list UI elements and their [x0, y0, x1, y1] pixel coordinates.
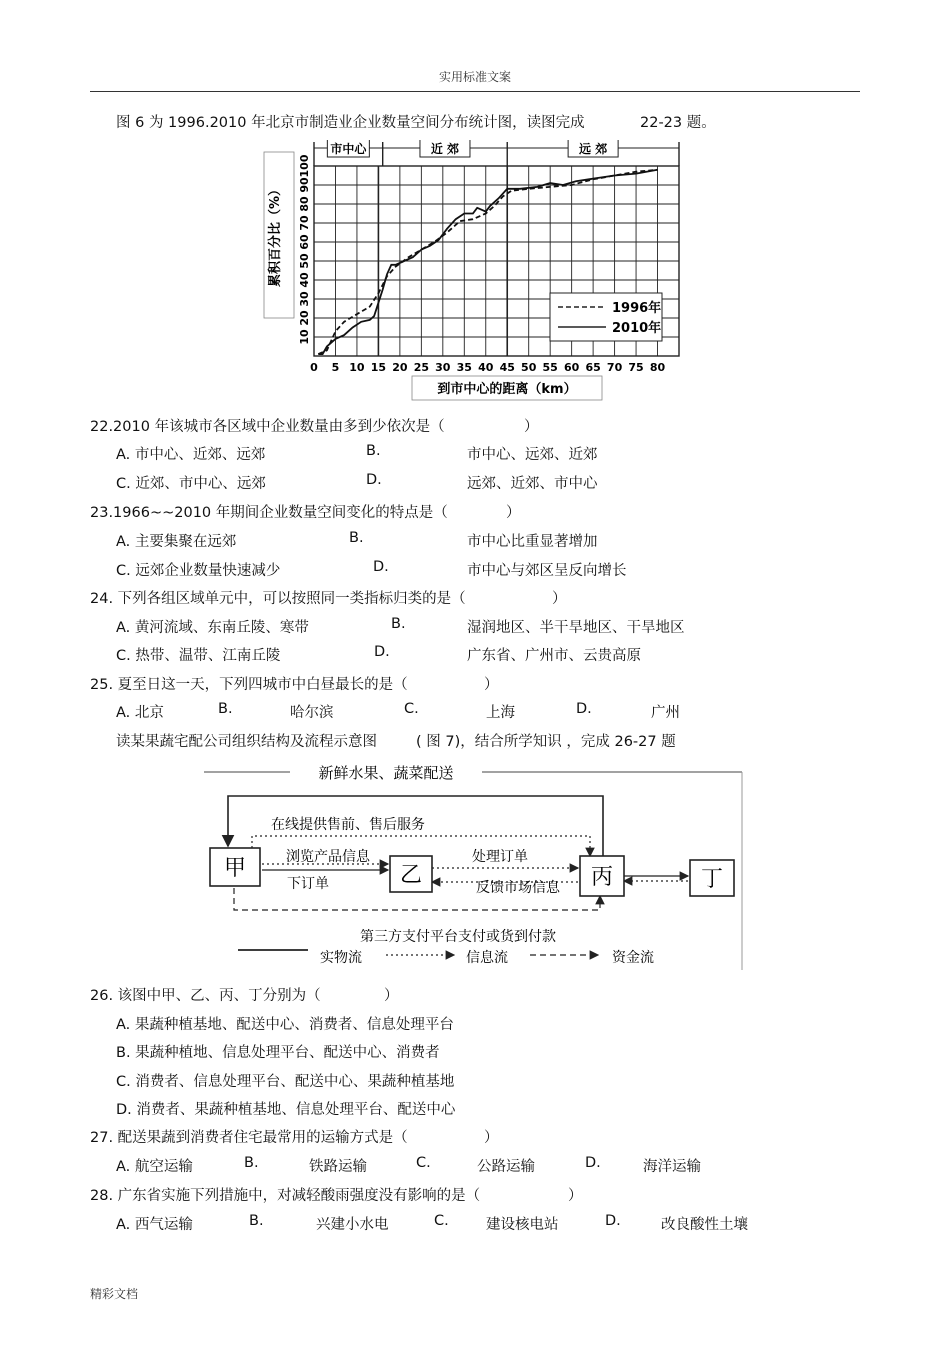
q27-option-b: 铁路运输 [309, 1159, 367, 1175]
q24-option-c: C. 热带、温带、江南丘陵 [116, 648, 281, 664]
chart-legend [550, 293, 662, 341]
flow-diagram [200, 760, 745, 972]
chart-zones [314, 140, 679, 166]
q22-stem: 22.2010 年该城市各区域中企业数量由多到少依次是（ [90, 419, 445, 435]
x-tick-label: 65 [585, 361, 601, 374]
q27-close: ） [484, 1130, 499, 1146]
q27-option-d: 海洋运输 [643, 1159, 701, 1175]
q24-option-a: A. 黄河流域、东南丘陵、寒带 [116, 620, 309, 636]
q28-option-a: A. 西气运输 [116, 1217, 193, 1233]
x-tick-label: 5 [331, 361, 340, 374]
q24-option-d: 广东省、广州市、云贵高原 [467, 648, 641, 664]
x-tick-label: 10 [349, 361, 365, 374]
q28-option-c: 建设核电站 [486, 1217, 559, 1233]
x-tick-label: 0 [310, 361, 318, 374]
y-axis-label: 累积百分比（%） [268, 182, 283, 288]
q27-option-c-letter: C. [416, 1155, 431, 1171]
q23-option-b-letter: B. [349, 530, 364, 546]
legend-money-label: 资金流 [612, 950, 654, 966]
zone-label: 近 郊 [430, 142, 460, 156]
q28-option-c-letter: C. [434, 1213, 449, 1229]
q26-option-b: B. 果蔬种植地、信息处理平台、配送中心、消费者 [116, 1045, 440, 1061]
x-axis-label: 到市中心的距离（km） [437, 382, 577, 397]
x-tick-label: 75 [628, 361, 644, 374]
q27-option-d-letter: D. [585, 1155, 601, 1171]
legend-2010-label: 2010年 [612, 321, 662, 336]
q25-option-c-letter: C. [404, 701, 419, 717]
y-tick-label: 60 [298, 234, 311, 250]
q26-option-c: C. 消费者、信息处理平台、配送中心、果蔬种植基地 [116, 1074, 455, 1090]
payment-label: 第三方支付平台支付或货到付款 [360, 929, 556, 945]
x-tick-label: 25 [413, 361, 430, 374]
q22-option-a: A. 市中心、近郊、远郊 [116, 447, 266, 463]
y-tick-label: 70 [298, 215, 311, 231]
feedback-label: 反馈市场信息 [476, 880, 560, 896]
page-footer: 精彩文档 [90, 1287, 139, 1301]
legend-info-label: 信息流 [466, 950, 508, 966]
zone-label: 远 郊 [579, 142, 608, 156]
x-tick-label: 80 [649, 361, 666, 374]
q26-stem: 26. 该图中甲、乙、丙、丁分别为（ [90, 988, 321, 1004]
node-bing-label: 丙 [590, 865, 614, 890]
process-label: 处理订单 [472, 849, 528, 865]
q23-option-b: 市中心比重显著增加 [467, 534, 598, 550]
q22-close: ） [524, 419, 539, 435]
y-tick-label: 30 [298, 291, 311, 307]
q25-option-d: 广州 [651, 705, 680, 721]
q23-option-d: 市中心与郊区呈反向增长 [467, 563, 627, 579]
q28-close: ） [568, 1188, 583, 1204]
q28-option-d: 改良酸性土壤 [661, 1217, 748, 1233]
zone-label: 市中心 [330, 142, 367, 156]
q23-close: ） [506, 505, 521, 521]
x-tick-label: 70 [606, 361, 623, 374]
node-jia-label: 甲 [223, 856, 247, 881]
x-tick-label: 35 [456, 361, 472, 374]
q28-stem: 28. 广东省实施下列措施中，对减轻酸雨强度没有影响的是（ [90, 1188, 481, 1204]
q23-option-d-letter: D. [373, 559, 389, 575]
q28-option-d-letter: D. [605, 1213, 621, 1229]
q24-option-b: 湿润地区、半干旱地区、干旱地区 [467, 620, 685, 636]
legend-material-label: 实物流 [320, 950, 362, 966]
q25-option-b-letter: B. [218, 701, 233, 717]
q27-option-c: 公路运输 [477, 1159, 535, 1175]
y-tick-label: 50 [298, 253, 311, 269]
order-label: 下订单 [287, 876, 329, 892]
q22-option-b-letter: B. [366, 443, 381, 459]
q25-stem: 25. 夏至日这一天，下列四城市中白昼最长的是（ [90, 677, 408, 693]
intro-text-2-range: ( 图 7)，结合所学知识 ，完成 26-27 题 [416, 734, 676, 750]
q23-option-a: A. 主要集聚在远郊 [116, 534, 237, 550]
intro-text-1-range: 22-23 题。 [640, 115, 716, 131]
intro-text-2: 读某果蔬宅配公司组织结构及流程示意图 [116, 734, 377, 750]
service-label: 在线提供售前、售后服务 [271, 817, 425, 833]
x-tick-label: 50 [521, 361, 537, 374]
node-yi-label: 乙 [399, 863, 423, 888]
x-tick-label: 45 [499, 361, 515, 374]
x-tick-label: 55 [542, 361, 558, 374]
intro-text-1: 图 6 为 1996.2010 年北京市制造业企业数量空间分布统计图，读图完成 [116, 115, 585, 131]
q23-option-c: C. 远郊企业数量快速减少 [116, 563, 281, 579]
y-tick-label: 90 [298, 177, 311, 193]
y-tick-label: 10 [298, 329, 311, 345]
x-tick-label: 40 [478, 361, 494, 374]
q25-option-b: 哈尔滨 [290, 705, 334, 721]
y-tick-label: 100 [298, 154, 311, 178]
q22-option-d-letter: D. [366, 472, 382, 488]
y-tick-label: 20 [298, 310, 311, 326]
q24-option-d-letter: D. [374, 644, 390, 660]
q25-option-d-letter: D. [576, 701, 592, 717]
q28-option-b: 兴建小水电 [316, 1217, 389, 1233]
q23-stem: 23.1966~~2010 年期间企业数量空间变化的特点是（ [90, 505, 448, 521]
q27-stem: 27. 配送果蔬到消费者住宅最常用的运输方式是（ [90, 1130, 408, 1146]
q25-option-c: 上海 [486, 705, 515, 721]
fresh-delivery-label: 新鲜水果、蔬菜配送 [318, 764, 454, 782]
q26-close: ） [384, 988, 399, 1004]
q22-option-c: C. 近郊、市中心、远郊 [116, 476, 266, 492]
page-header: 实用标准文案 [438, 70, 511, 84]
cumulative-chart [262, 140, 682, 402]
y-tick-label: 40 [298, 272, 311, 288]
q22-option-d: 远郊、近郊、市中心 [467, 476, 598, 492]
y-tick-label: 80 [298, 196, 311, 212]
x-tick-label: 20 [392, 361, 408, 374]
legend-1996-label: 1996年 [612, 301, 662, 316]
q24-stem: 24. 下列各组区域单元中，可以按照同一类指标归类的是（ [90, 591, 466, 607]
q25-close: ） [484, 677, 499, 693]
x-tick-label: 30 [435, 361, 451, 374]
q24-close: ） [552, 591, 567, 607]
q27-option-b-letter: B. [244, 1155, 259, 1171]
header-rule [90, 91, 860, 92]
q22-option-b: 市中心、远郊、近郊 [467, 447, 598, 463]
browse-label: 浏览产品信息 [286, 849, 370, 865]
node-ding-label: 丁 [700, 867, 724, 892]
q24-option-b-letter: B. [391, 616, 406, 632]
x-tick-label: 15 [370, 361, 387, 374]
q26-option-d: D. 消费者、果蔬种植基地、信息处理平台、配送中心 [116, 1102, 456, 1118]
q27-option-a: A. 航空运输 [116, 1159, 193, 1175]
q28-option-b-letter: B. [249, 1213, 264, 1229]
q25-option-a: A. 北京 [116, 705, 164, 721]
x-tick-label: 60 [563, 361, 580, 374]
q26-option-a: A. 果蔬种植基地、配送中心、消费者、信息处理平台 [116, 1017, 454, 1033]
